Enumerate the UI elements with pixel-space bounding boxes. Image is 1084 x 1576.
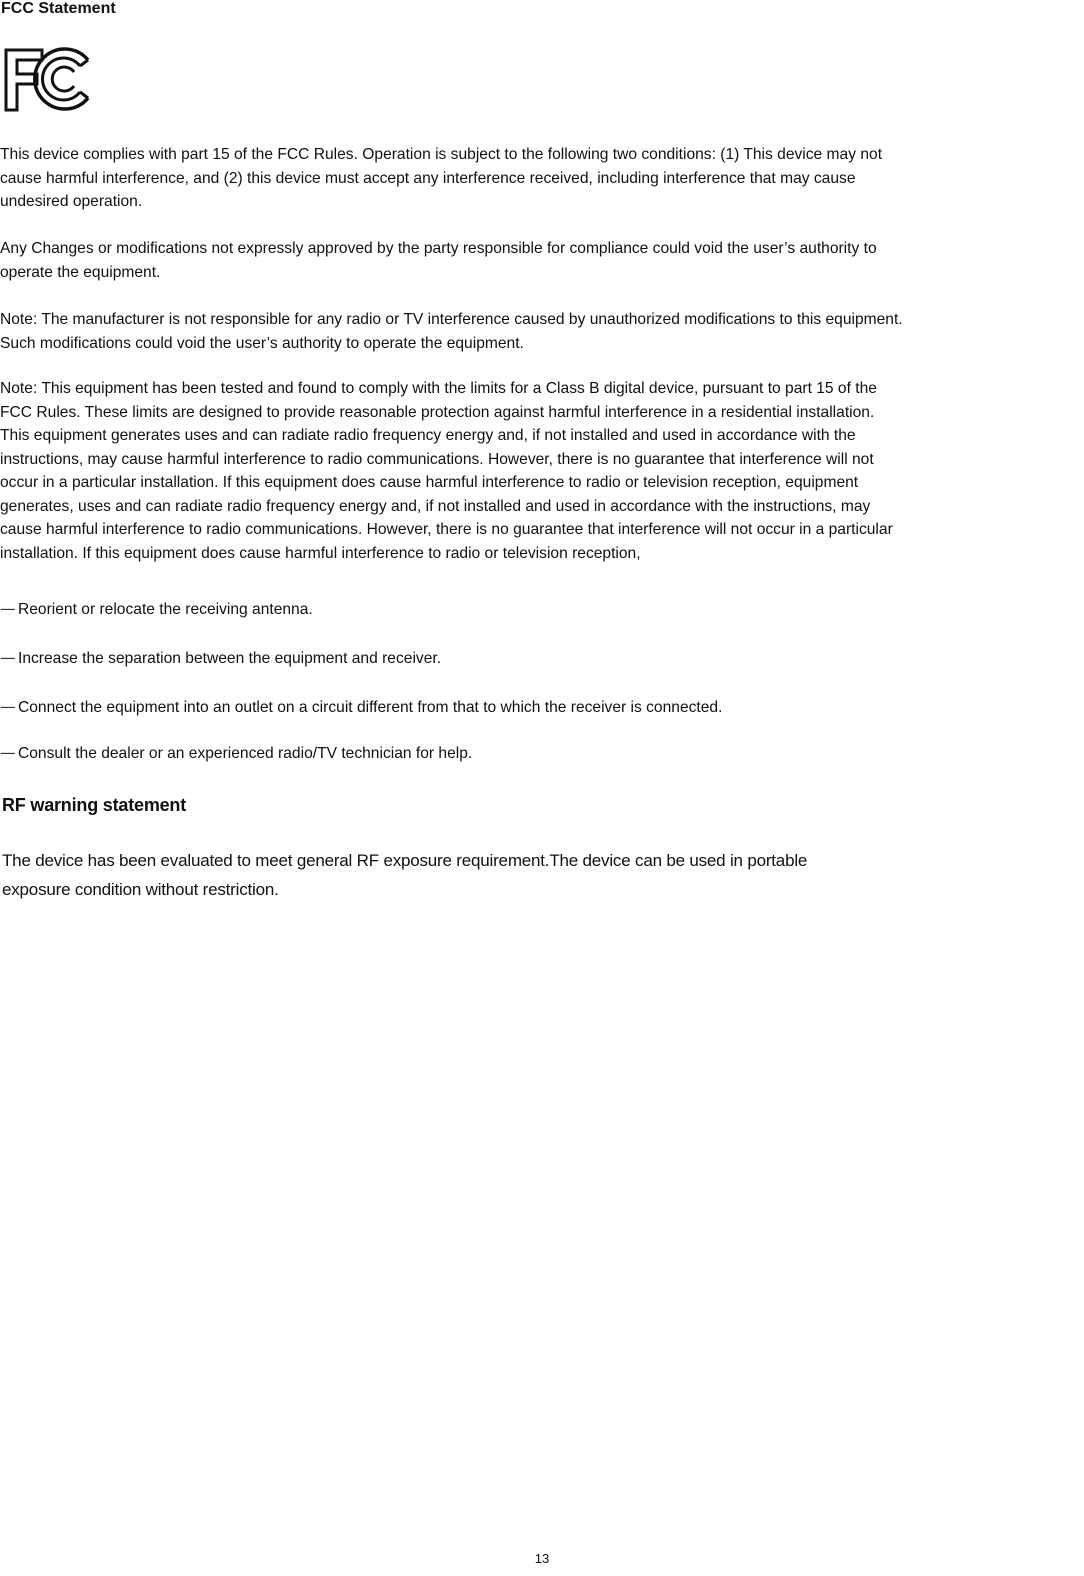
compliance-paragraph: This device complies with part 15 of the FCC Rules. Operation is subject to the following two conditions: (1) This device may not cause harmful interference, and (2) this device must accept any interference received, including interference that may cause undesired operation. [0, 146, 883, 210]
page-number: 13 [534, 1551, 550, 1566]
manufacturer-note-paragraph: Note: The manufacturer is not responsible for any radio or TV interference caused by unauthorized modifications to this equipment. Such modifications could void the user’s authority to operate the equipment. [0, 311, 903, 352]
list-item [0, 696, 722, 719]
list-item-text: Connect the equipment into an outlet on a circuit different from that to which the receiver is connected. [18, 699, 723, 716]
class-b-note-paragraph: Note: This equipment has been tested and found to comply with the limits for a Class B digital device, pursuant to part 15 of the FCC Rules. These limits are designed to provide reasonable protection against harmful interference in a residential installation. This equipment generates uses and can radiate radio frequency energy and, if not installed and used in accordance with the instructions, may cause harmful interference to radio communications. However, there is no guarantee that interference will not occur in a particular installation. If this equipment does cause harmful interference to radio or television reception, equipment generates, uses and can radiate radio frequency energy and, if not installed and used in accordance with the instructions, may cause harmful interference to radio communications. However, there is no guarantee that interference will not occur in a particular installation. If this equipment does cause harmful interference to radio or television reception, [0, 380, 893, 562]
modifications-paragraph: Any Changes or modifications not expressly approved by the party responsible for compliance could void the user’s authority to operate the equipment. [0, 240, 877, 281]
list-item-text: Consult the dealer or an experienced radio/TV technician for help. [18, 745, 473, 762]
fcc-logo-icon [2, 40, 94, 116]
bullet-dash: — [0, 649, 16, 667]
bullet-dash: — [0, 744, 16, 762]
list-item-text: Increase the separation between the equipment and receiver. [18, 650, 442, 667]
list-item [0, 742, 472, 765]
rf-warning-body: The device has been evaluated to meet general RF exposure requirement.The device can be used in portable exposure condition without restriction. [2, 851, 808, 899]
list-item-text: Reorient or relocate the receiving antenna. [18, 601, 313, 618]
bullet-dash: — [0, 600, 16, 618]
rf-warning-heading: RF warning statement [2, 795, 187, 815]
page-title: FCC Statement [1, 0, 116, 17]
list-item [0, 598, 313, 621]
bullet-dash: — [0, 698, 16, 716]
list-item [0, 647, 441, 670]
